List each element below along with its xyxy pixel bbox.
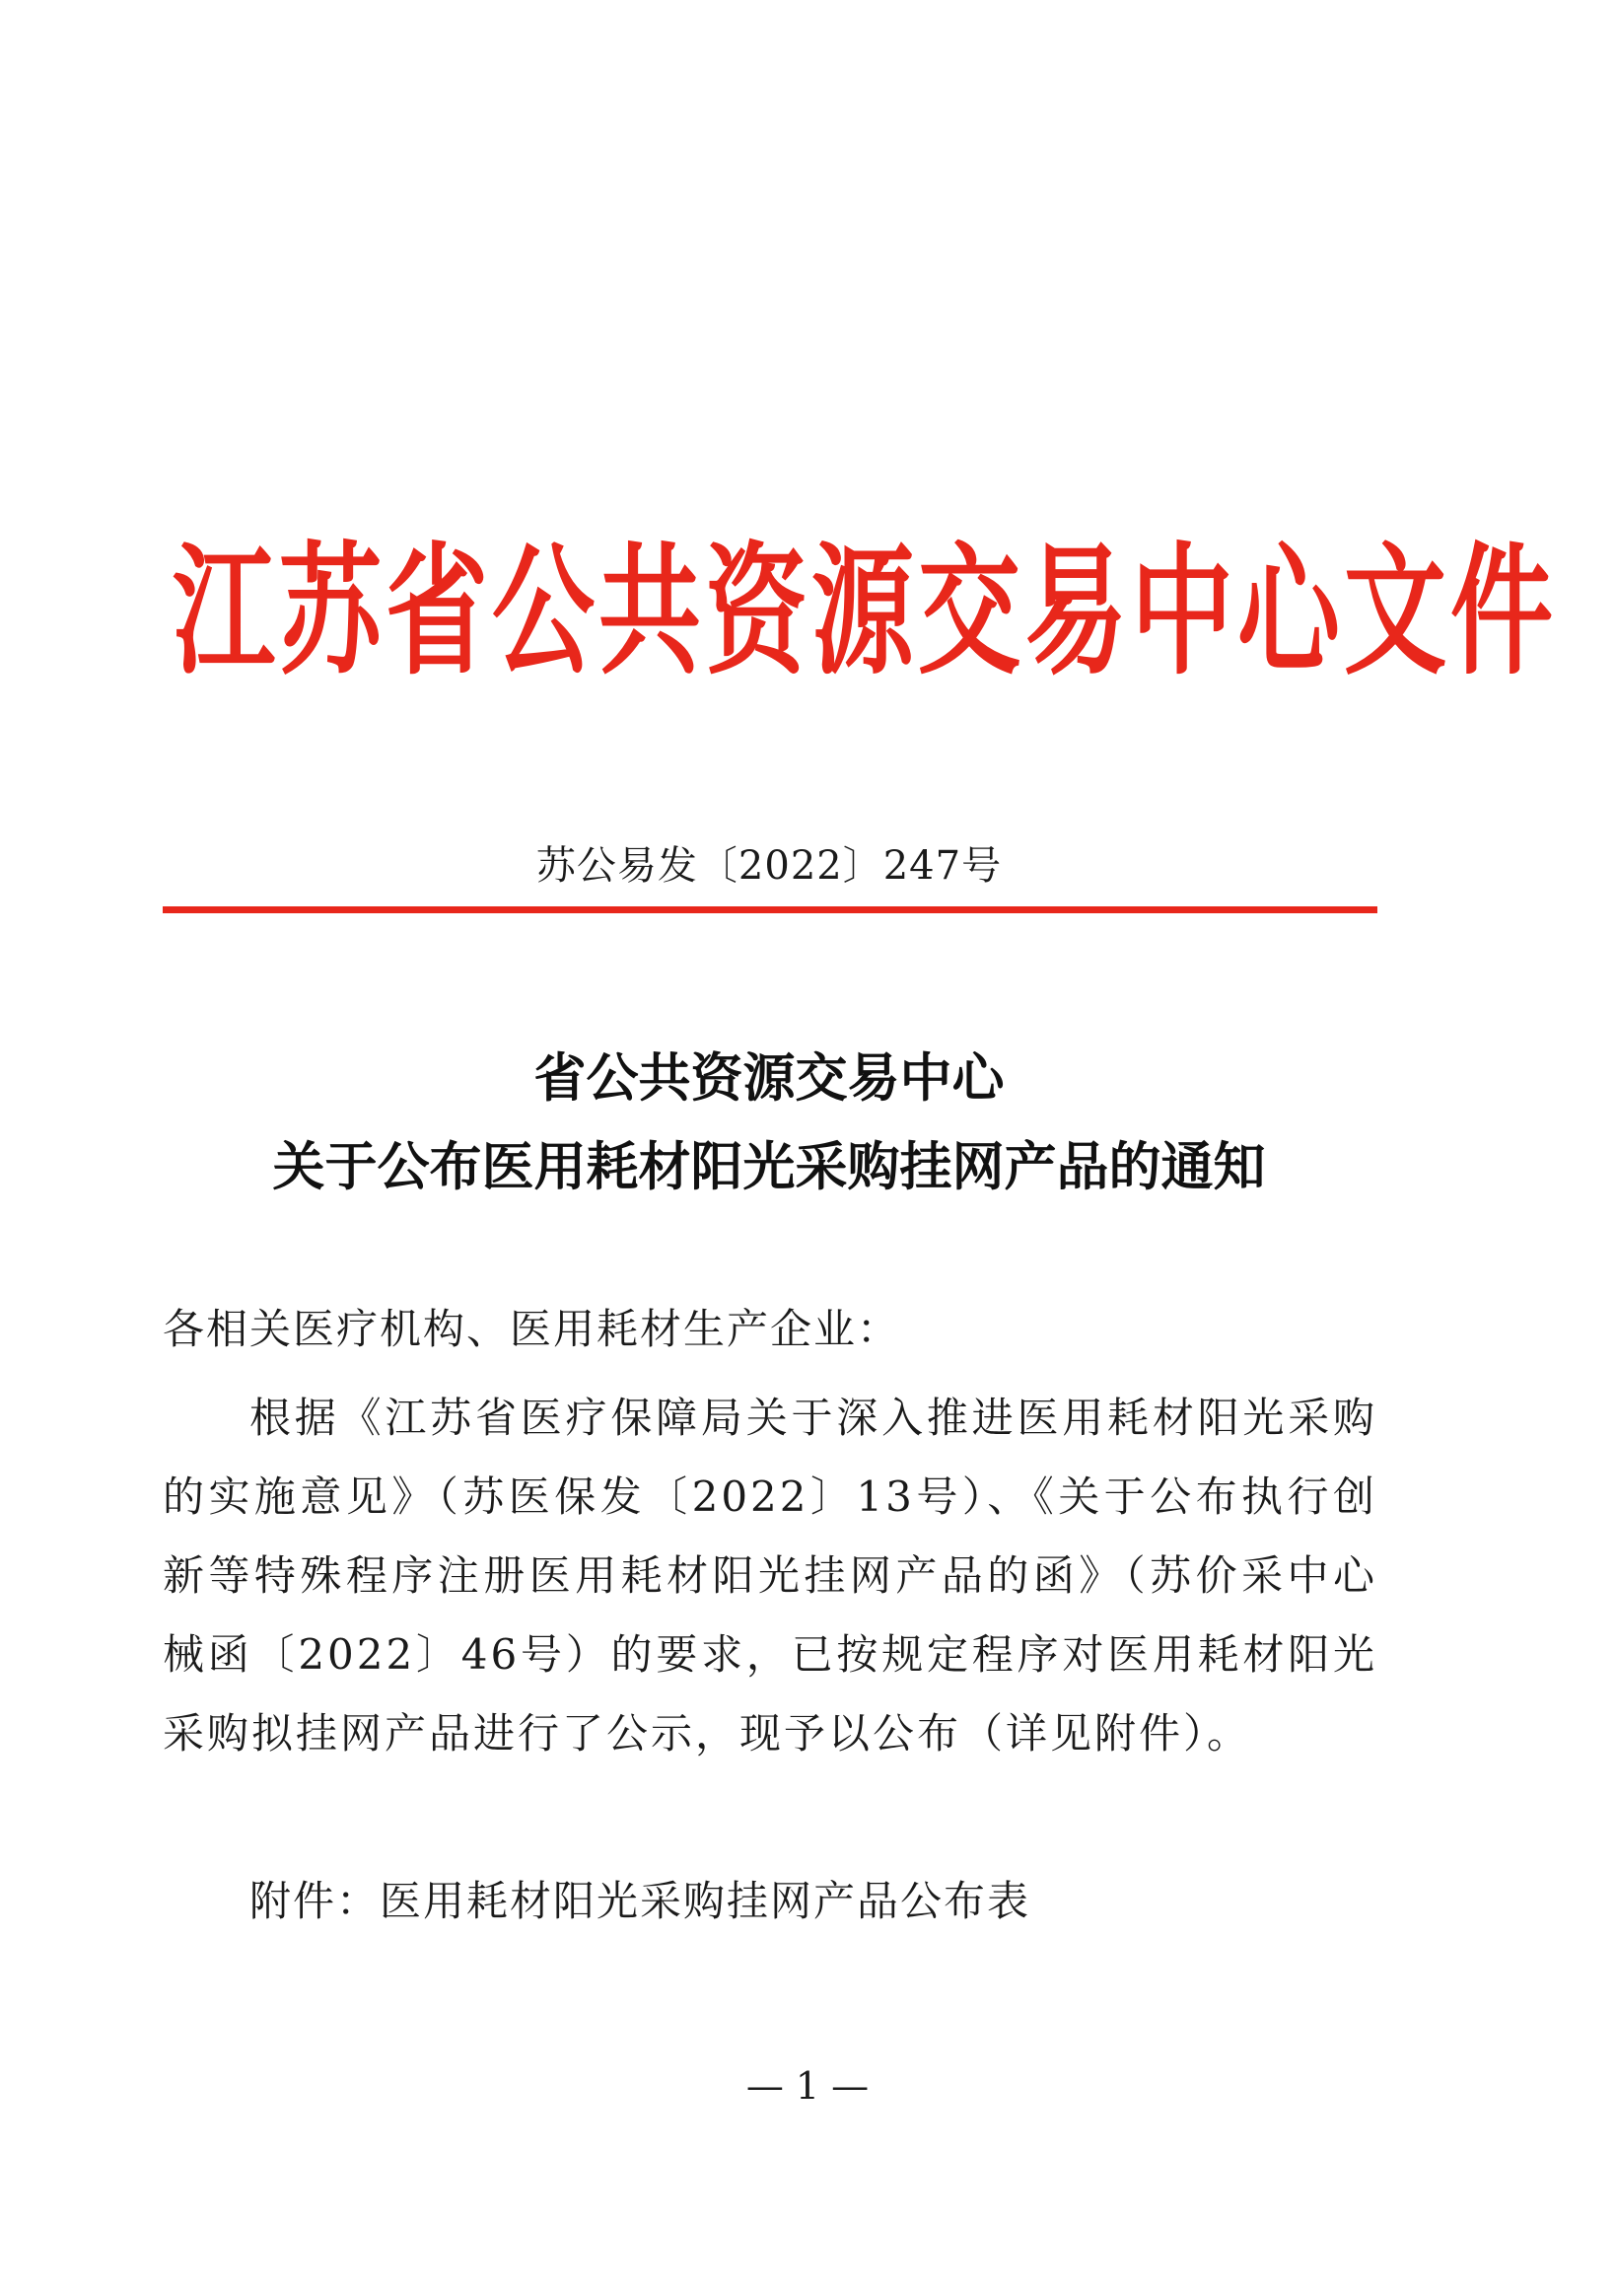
red-divider-line [163, 906, 1377, 913]
issuer-banner: 江苏省公共资源交易中心文件 [173, 528, 1558, 695]
page-number: — 1 — [745, 2064, 870, 2108]
document-title-line-2: 关于公布医用耗材阳光采购挂网产品的通知 [272, 1137, 1266, 1197]
document-title-line-1: 省公共资源交易中心 [533, 1048, 1005, 1109]
body-paragraph: 根据《江苏省医疗保障局关于深入推进医用耗材阳光采购的实施意见》（苏医保发〔2022〕13号）、《关于公布执行创新等特殊程序注册医用耗材阳光挂网产品的函》（苏价采中心械函〔2022〕46号）的要求，已按规定程序对医用耗材阳光采购拟挂网产品进行了公示，现予以公布（详见附件）。 [163, 1394, 1377, 1758]
attachment-line: 附件：医用耗材阳光采购挂网产品公布表 [249, 1877, 1031, 1925]
document-number: 苏公易发〔2022〕247号 [535, 843, 1003, 889]
salutation: 各相关医疗机构、医用耗材生产企业： [163, 1305, 901, 1353]
